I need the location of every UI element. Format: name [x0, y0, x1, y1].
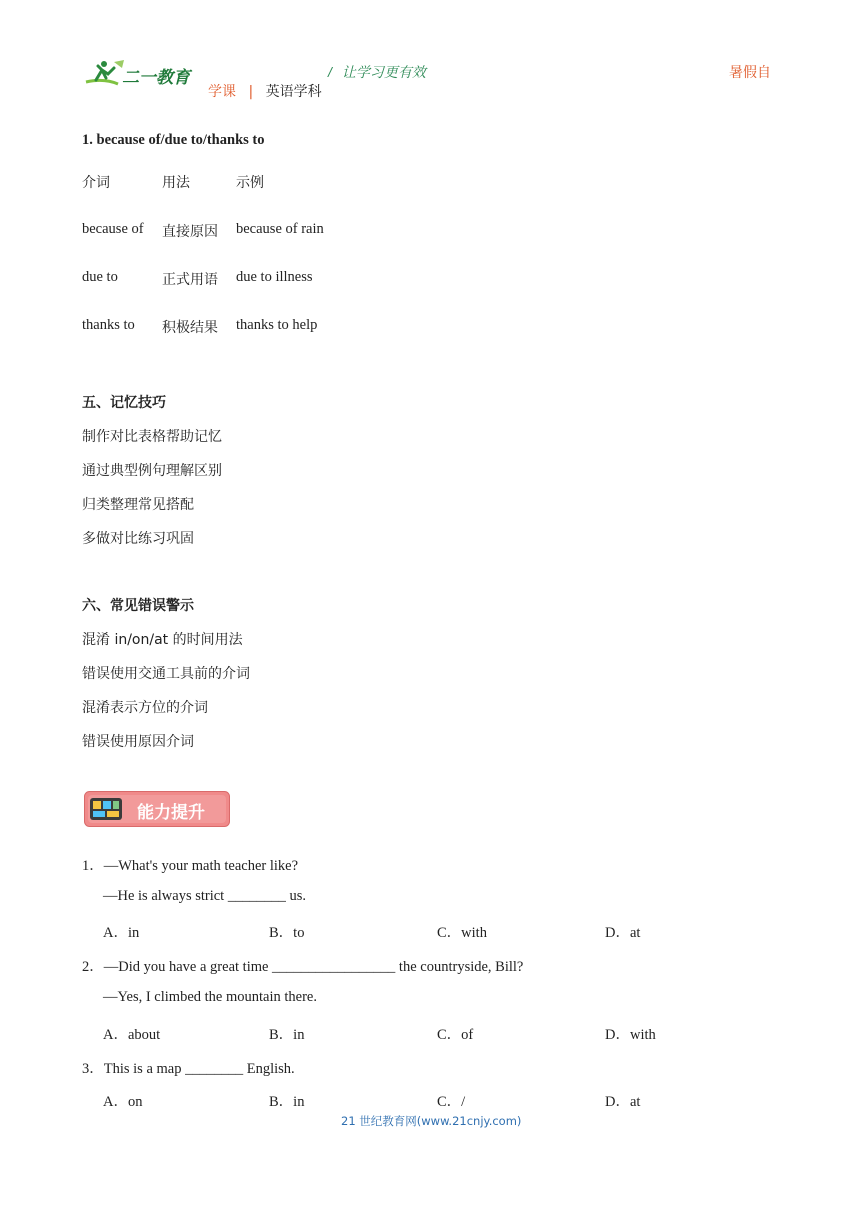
building-blocks-icon: [90, 798, 122, 820]
section-heading-errors: 六、常见错误警示: [82, 598, 194, 614]
list-item: 归类整理常见搭配: [82, 497, 194, 513]
option-d[interactable]: D．at: [605, 1094, 641, 1110]
option-b[interactable]: B．in: [269, 1094, 305, 1110]
question-number: 2．: [82, 959, 104, 975]
ability-banner: [84, 791, 230, 827]
subtitle-subject: 英语学科: [265, 84, 322, 100]
table-header-usage: 用法: [162, 175, 190, 191]
question-line: —Did you have a great time _________________ the countryside, Bill?: [103, 959, 524, 975]
question-number: 3．: [82, 1061, 104, 1077]
slogan-text: 让学习更有效: [341, 64, 426, 80]
table-cell: because of: [82, 221, 144, 237]
logo-text: 二一教育: [122, 68, 190, 88]
option-d[interactable]: D．at: [605, 925, 641, 941]
table-header-example: 示例: [236, 175, 264, 191]
banner-label: 能力提升: [137, 803, 205, 823]
question-line: This is a map ________ English.: [103, 1061, 295, 1077]
option-a[interactable]: A．in: [103, 925, 140, 941]
header-right-text: 暑假自: [729, 65, 771, 81]
table-cell: thanks to: [82, 317, 135, 333]
question-line: —Yes, I climbed the mountain there.: [103, 989, 317, 1005]
table-cell: 直接原因: [162, 224, 218, 240]
list-item: 错误使用原因介词: [82, 734, 194, 750]
option-d[interactable]: D．with: [605, 1027, 656, 1043]
list-item: 错误使用交通工具前的介词: [82, 666, 250, 682]
table-cell: due to illness: [236, 269, 313, 285]
question-2: [82, 955, 523, 976]
list-item: 混淆表示方位的介词: [82, 700, 208, 716]
table-header-preposition: 介词: [82, 175, 110, 191]
option-a[interactable]: A．about: [103, 1027, 161, 1043]
table-cell: due to: [82, 269, 118, 285]
section-heading-memory: 五、记忆技巧: [82, 395, 166, 411]
slogan: / 让学习更有效: [328, 64, 426, 80]
option-c[interactable]: C．with: [437, 925, 487, 941]
list-item: 制作对比表格帮助记忆: [82, 429, 222, 445]
list-item: 通过典型例句理解区别: [82, 463, 222, 479]
subtitle-separator: |: [248, 84, 254, 100]
option-b[interactable]: B．in: [269, 1027, 305, 1043]
option-a[interactable]: A．on: [103, 1094, 143, 1110]
question-1: [82, 854, 298, 875]
option-b[interactable]: B．to: [269, 925, 305, 941]
table-cell: 正式用语: [162, 272, 218, 288]
header-subtitle: [208, 81, 322, 101]
list-item: 混淆 in/on/at 的时间用法: [82, 632, 243, 648]
question-line: —He is always strict ________ us.: [103, 888, 306, 904]
table-cell: because of rain: [236, 221, 324, 237]
list-item: 多做对比练习巩固: [82, 531, 194, 547]
subtitle-course: 学课: [208, 84, 236, 100]
option-c[interactable]: C．/: [437, 1094, 466, 1110]
site-logo: [84, 58, 188, 88]
section-heading-cause: 1. because of/due to/thanks to: [82, 132, 265, 148]
option-c[interactable]: C．of: [437, 1027, 474, 1043]
question-line: —What's your math teacher like?: [103, 858, 299, 874]
question-number: 1．: [82, 858, 104, 874]
question-3: [82, 1057, 295, 1078]
table-cell: thanks to help: [236, 317, 318, 333]
footer-link[interactable]: 21 世纪教育网(www.21cnjy.com): [341, 1114, 522, 1128]
table-cell: 积极结果: [162, 320, 218, 336]
